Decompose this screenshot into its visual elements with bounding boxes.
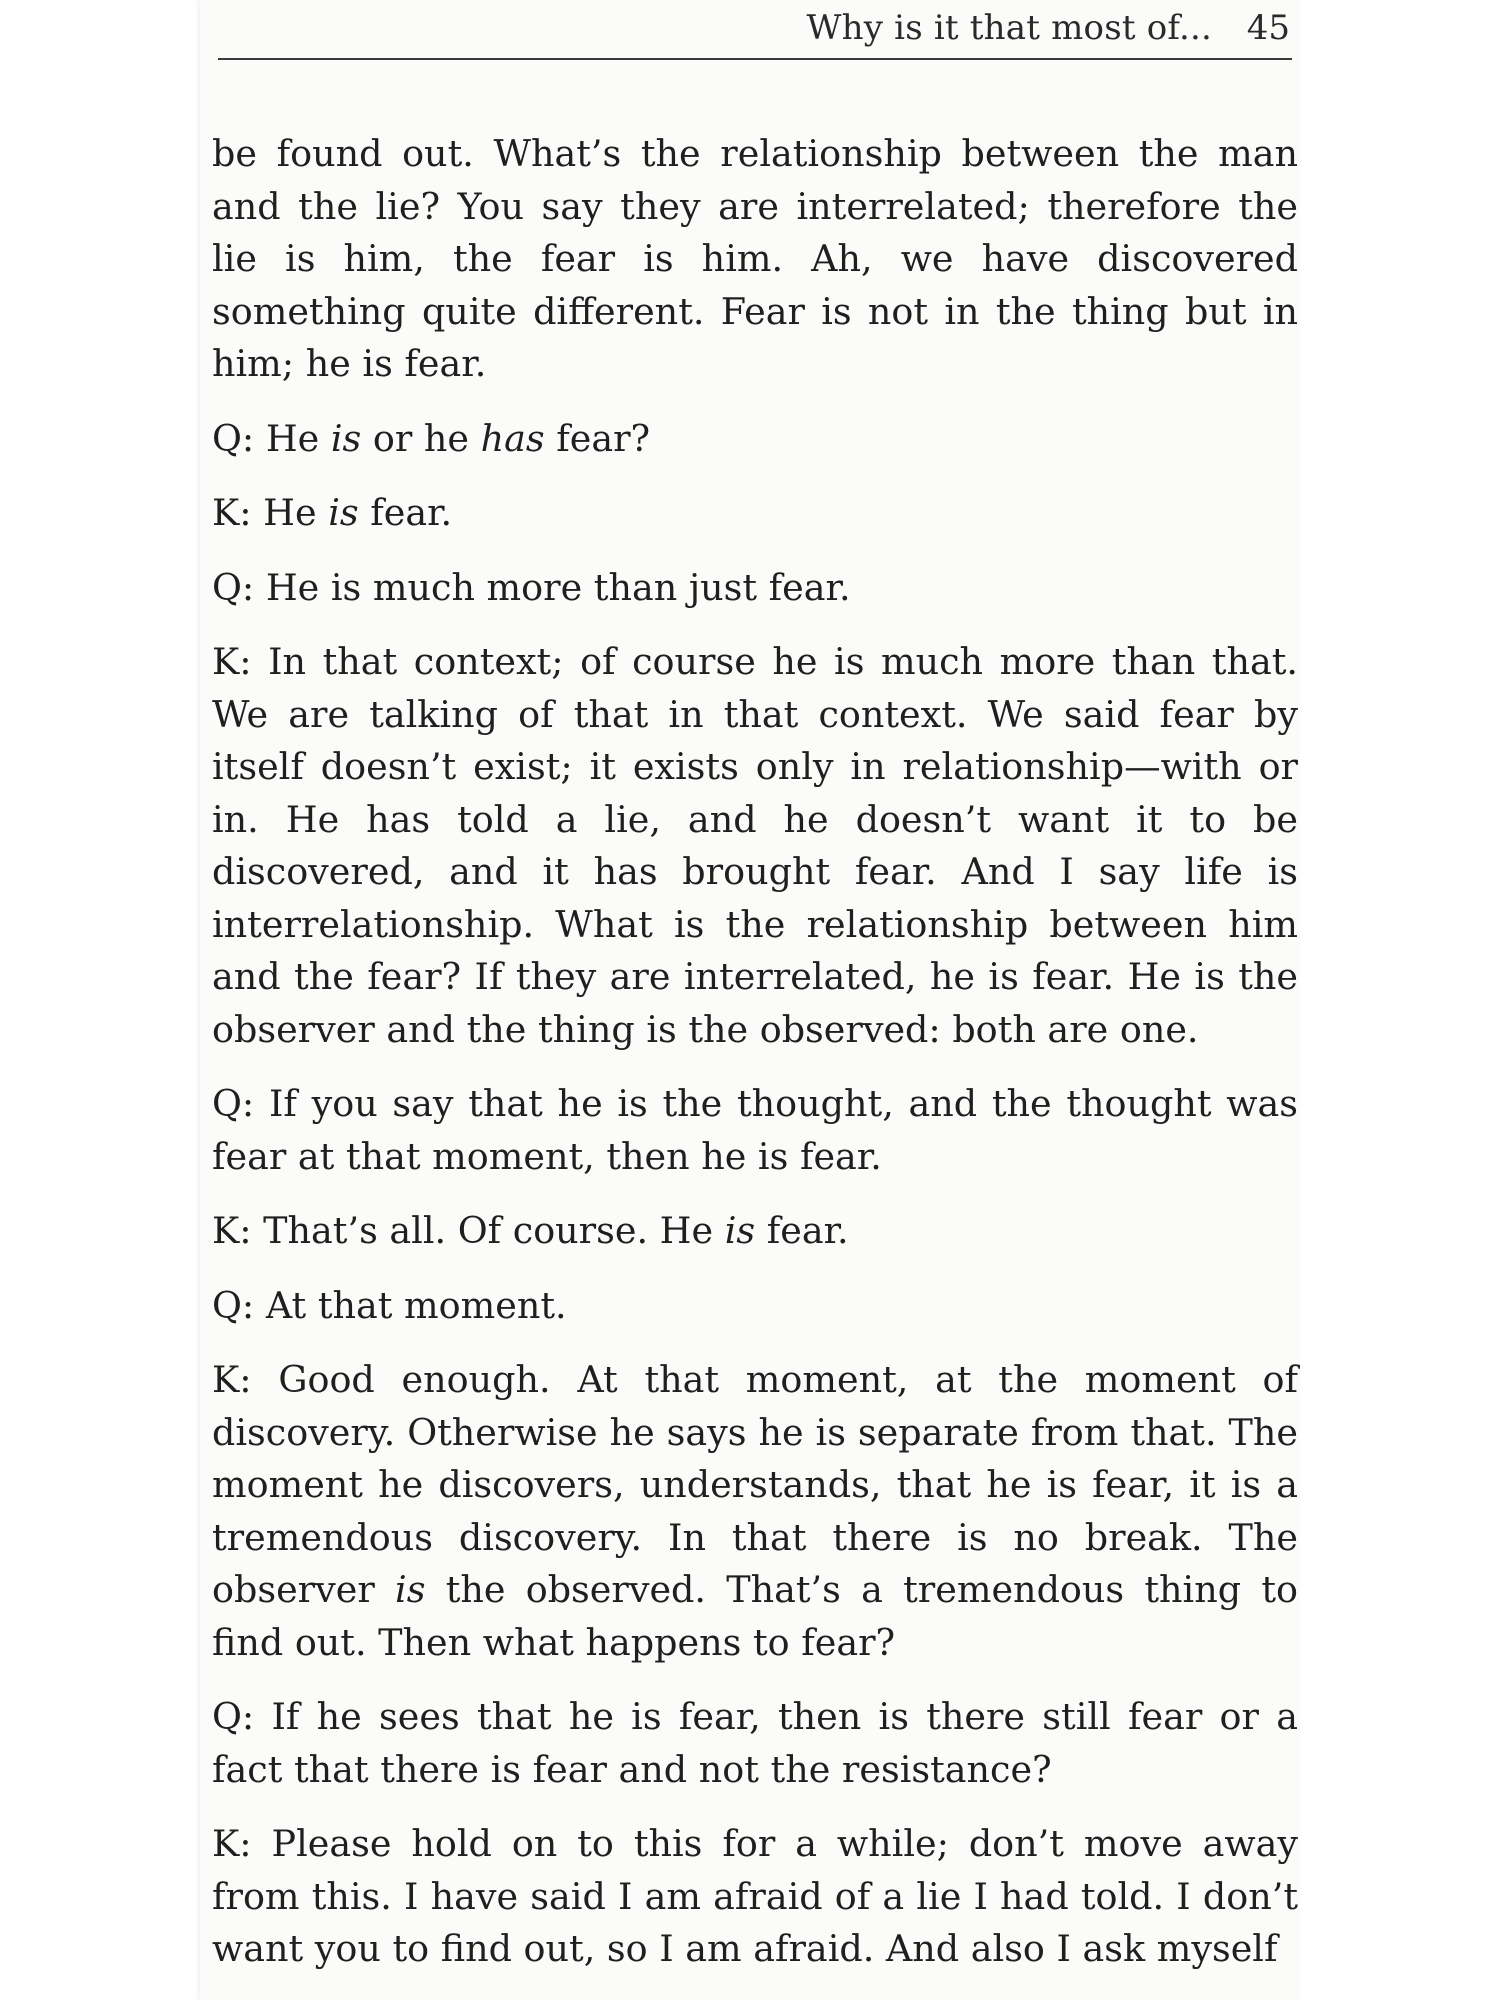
paragraph-text: At that moment. [254,1283,567,1327]
paragraph-6 [212,1078,1298,1183]
running-head-title: Why is it that most of... [806,8,1212,48]
paragraph-text: Please hold on to this for a while; don’t move away from this. I have said I am afraid of a lie I had told. I don’t want you to find out, so I am afraid. And also I ask myself [212,1822,1298,1970]
paragraph-1 [212,128,1298,391]
paragraph-text: be found out. What’s the relationship between the man and the lie? You say they are interrelated; therefore the lie is him, the fear is him. Ah, we have discovered something quite different. Fear is not in the thing but in him; he is fear. [212,132,1298,385]
paragraph-9 [212,1354,1298,1669]
emphasis: has [480,416,545,460]
speaker-label: K: [212,1822,252,1865]
body-text [212,128,1298,1998]
paragraph-text: or he [361,416,481,460]
speaker-label: Q: [212,1283,255,1327]
paragraph-text: fear? [544,416,651,460]
paragraph-11 [212,1818,1298,1976]
emphasis: is [724,1209,756,1252]
paragraph-text: the observed. That’s a tremendous thing to find out. Then what happens to fear? [212,1568,1298,1664]
emphasis: is [395,1568,426,1611]
paragraph-text: fear. [755,1209,849,1252]
paragraph-text: He [254,416,331,460]
paragraph-2 [212,413,1298,466]
paragraph-7 [212,1205,1298,1258]
speaker-label: Q: [212,416,255,460]
paragraph-5 [212,636,1298,1056]
speaker-label: K: [212,640,252,683]
book-page [200,0,1300,2000]
paragraph-4 [212,562,1298,615]
speaker-label: Q: [212,565,255,609]
paragraph-text: He is much more than just fear. [254,565,851,609]
paragraph-text: That’s all. Of course. He [251,1209,725,1252]
paragraph-10 [212,1691,1298,1796]
speaker-label: Q: [212,1695,255,1738]
paragraph-3 [212,487,1298,540]
emphasis: is [328,491,359,534]
paragraph-text: If he sees that he is fear, then is there still fear or a fact that there is fear and not the resistance? [212,1695,1298,1791]
page-number: 45 [1246,8,1290,48]
speaker-label: K: [212,1358,252,1401]
emphasis: is [330,416,362,460]
paragraph-text: In that context; of course he is much more than that. We are talking of that in that context. We said fear by itself doesn’t exist; it exists only in relationship—with or in. He has told a lie, and he doesn’t want it to be discovered, and it has brought fear. And I say life is interrelationship. What is the relationship between him and the fear? If they are interrelated, he is fear. He is the observer and the thing is the observed: both are one. [212,640,1298,1051]
paragraph-text: He [251,491,329,534]
paragraph-text: If you say that he is the thought, and the thought was fear at that moment, then he is fear. [212,1082,1298,1178]
paragraph-8 [212,1280,1298,1333]
speaker-label: Q: [212,1082,255,1125]
running-header [218,6,1292,60]
paragraph-text: fear. [358,491,453,534]
paragraph-text: Good enough. At that moment, at the moment of discovery. Otherwise he says he is separate from that. The moment he discovers, understands, that he is fear, it is a tremendous discovery. In that there is no break. The observer [212,1358,1298,1611]
speaker-label: K: [212,1209,252,1252]
speaker-label: K: [212,491,252,534]
